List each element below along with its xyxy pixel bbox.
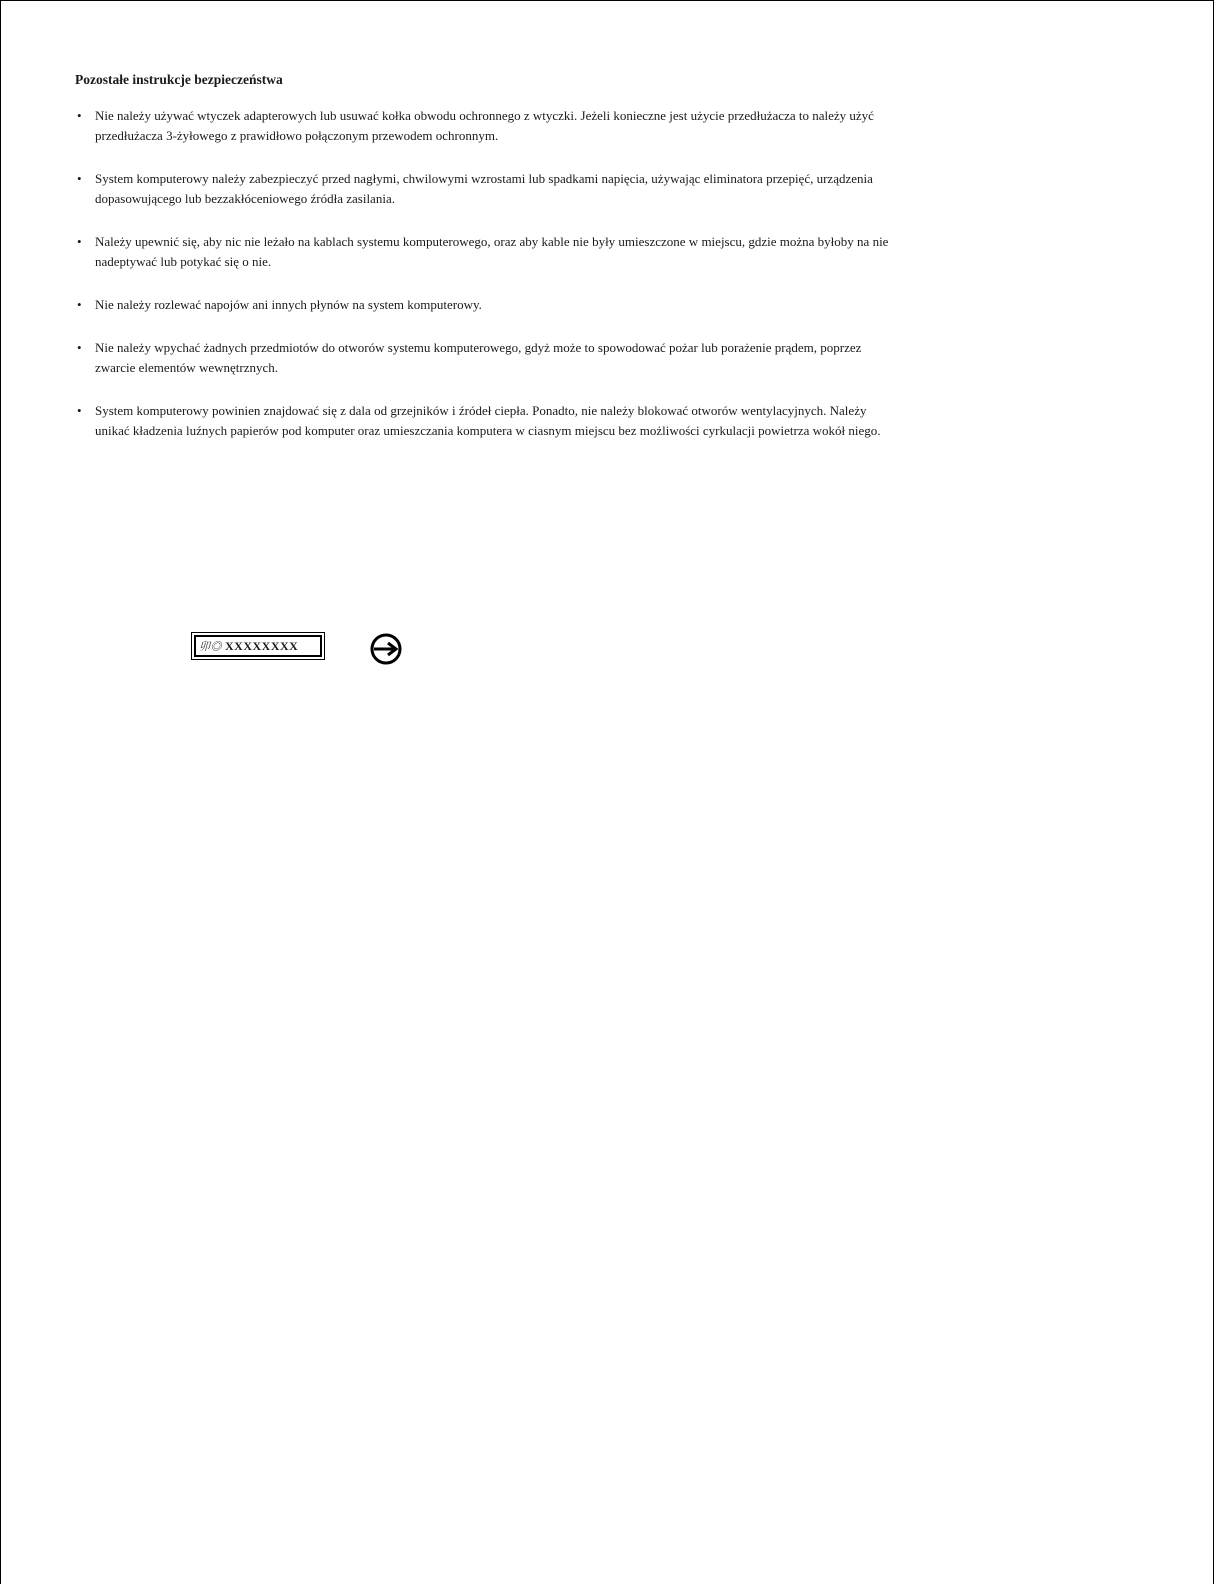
list-item-text: Nie należy wpychać żadnych przedmiotów do otworów systemu komputerowego, gdyż może to spowodować pożar lub porażenie prądem, poprzez zwarcie elementów wewnętrznych. xyxy=(95,340,862,375)
list-item xyxy=(75,232,895,272)
certification-marks xyxy=(194,630,424,670)
bullet-icon: • xyxy=(77,340,82,355)
certification-code: XXXXXXXX xyxy=(225,638,299,653)
list-item xyxy=(75,106,895,146)
bullet-icon: • xyxy=(77,108,82,123)
list-item-text: Należy upewnić się, aby nic nie leżało na kablach systemu komputerowego, oraz aby kable nie były umieszczone w miejscu, gdzie można byłoby na nie nadeptywać lub potykać się o nie. xyxy=(95,234,889,269)
bullet-icon: • xyxy=(77,234,82,249)
certification-glyphs: 卯◎ xyxy=(199,641,222,653)
list-item-text: System komputerowy powinien znajdować się z dala od grzejników i źródeł ciepła. Ponadto, nie należy blokować otworów wentylacyjnych. Należy unikać kładzenia luźnych papierów pod komputer oraz umieszczania komputera w ciasnym miejscu bez możliwości cyrkulacji powietrza wokół niego. xyxy=(95,403,881,438)
bullet-icon: • xyxy=(77,171,82,186)
certification-label xyxy=(194,635,322,657)
list-item xyxy=(75,401,895,441)
list-item xyxy=(75,169,895,209)
list-item-text: System komputerowy należy zabezpieczyć przed nagłymi, chwilowymi wzrostami lub spadkami napięcia, używając eliminatora przepięć, urządzenia dopasowującego lub bezzakłóceniowego źródła zasilania. xyxy=(95,171,873,206)
bullet-icon: • xyxy=(77,297,82,312)
list-item-text: Nie należy używać wtyczek adapterowych lub usuwać kołka obwodu ochronnego z wtyczki. Jeżeli konieczne jest użycie przedłużacza to należy użyć przedłużacza 3-żyłowego z prawidłowo połączonym przewodem ochronnym. xyxy=(95,108,874,143)
list-item xyxy=(75,295,895,315)
list-item-text: Nie należy rozlewać napojów ani innych płynów na system komputerowy. xyxy=(95,297,482,312)
section-title: Pozostałe instrukcje bezpieczeństwa xyxy=(75,72,283,87)
document-content xyxy=(75,71,895,464)
list-item xyxy=(75,338,895,378)
bullet-icon: • xyxy=(77,403,82,418)
safety-certification-circle-icon xyxy=(369,632,403,666)
safety-instructions-list xyxy=(75,106,895,441)
